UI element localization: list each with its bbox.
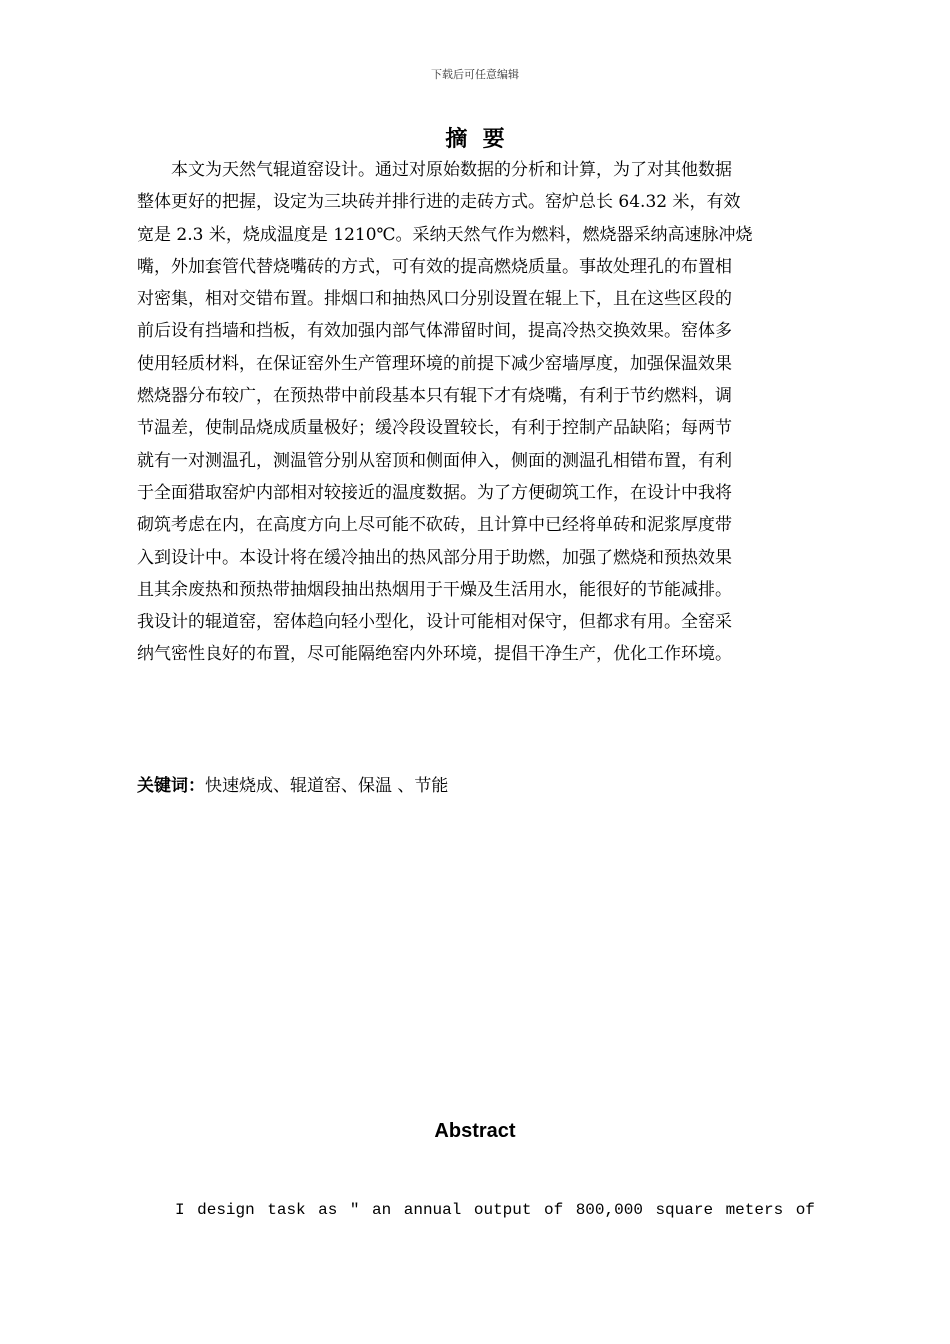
word: of	[795, 1201, 815, 1219]
word: annual	[403, 1201, 462, 1219]
word: 800,000	[575, 1201, 643, 1219]
word: design	[197, 1201, 255, 1219]
english-abstract-line	[137, 1196, 815, 1224]
word: as	[318, 1201, 338, 1219]
chinese-abstract-body	[137, 154, 815, 671]
abstract-line: 入到设计中。本设计将在缓冷抽出的热风部分用于助燃，加强了燃烧和预热效果	[137, 547, 732, 568]
word: an	[372, 1201, 392, 1219]
abstract-line: 于全面猎取窑炉内部相对较接近的温度数据。为了方便砌筑工作，在设计中我将	[137, 482, 732, 503]
abstract-line: 使用轻质材料，在保证窑外生产管理环境的前提下减少窑墙厚度，加强保温效果	[137, 353, 732, 374]
abstract-line: 宽是 2.3 米，烧成温度是 1210℃。采纳天然气作为燃料，燃烧器采纳高速脉冲烧	[137, 224, 753, 245]
abstract-line: 对密集，相对交错布置。排烟口和抽热风口分别设置在辊上下，且在这些区段的	[137, 289, 732, 310]
abstract-line: 且其余废热和预热带抽烟段抽出热烟用于干燥及生活用水，能很好的节能减排。	[137, 579, 732, 600]
abstract-line: 嘴，外加套管代替烧嘴砖的方式，可有效的提高燃烧质量。事故处理孔的布置相	[137, 256, 732, 277]
header-note: 下载后可任意编辑	[431, 68, 519, 81]
keywords-line	[137, 772, 448, 800]
chinese-abstract-title: 摘 要	[445, 127, 505, 152]
word: I	[175, 1201, 185, 1219]
abstract-line: 节温差，使制品烧成质量极好；缓冷段设置较长，有利于控制产品缺陷；每两节	[137, 418, 732, 439]
english-abstract-body	[137, 1196, 815, 1224]
abstract-line: 我设计的辊道窑，窑体趋向轻小型化，设计可能相对保守，但都求有用。全窑采	[137, 612, 732, 633]
word: ″	[349, 1201, 360, 1219]
english-abstract-title: Abstract	[434, 1120, 516, 1142]
word: of	[543, 1201, 564, 1219]
word: output	[473, 1201, 532, 1219]
abstract-line: 就有一对测温孔，测温管分别从窑顶和侧面伸入，侧面的测温孔相错布置，有利	[137, 450, 732, 471]
word: meters	[725, 1201, 784, 1219]
abstract-line: 燃烧器分布较广，在预热带中前段基本只有辊下才有烧嘴，有利于节约燃料，调	[137, 386, 732, 407]
abstract-line: 整体更好的把握，设定为三块砖并排行进的走砖方式。窑炉总长 64.32 米，有效	[137, 192, 741, 213]
keywords-text: 快速烧成、辊道窑、保温 、节能	[205, 776, 449, 796]
abstract-line: 本文为天然气辊道窑设计。通过对原始数据的分析和计算，为了对其他数据	[137, 160, 732, 180]
abstract-line: 前后设有挡墙和挡板，有效加强内部气体滞留时间，提高冷热交换效果。窑体多	[137, 321, 732, 342]
word: square	[655, 1201, 714, 1219]
abstract-line: 砌筑考虑在内，在高度方向上尽可能不砍砖，且计算中已经将单砖和泥浆厚度带	[137, 515, 732, 536]
abstract-line: 纳气密性良好的布置，尽可能隔绝窑内外环境，提倡干净生产，优化工作环境。	[137, 644, 732, 665]
keywords-label: 关键词：	[137, 776, 205, 796]
word: task	[267, 1201, 306, 1219]
